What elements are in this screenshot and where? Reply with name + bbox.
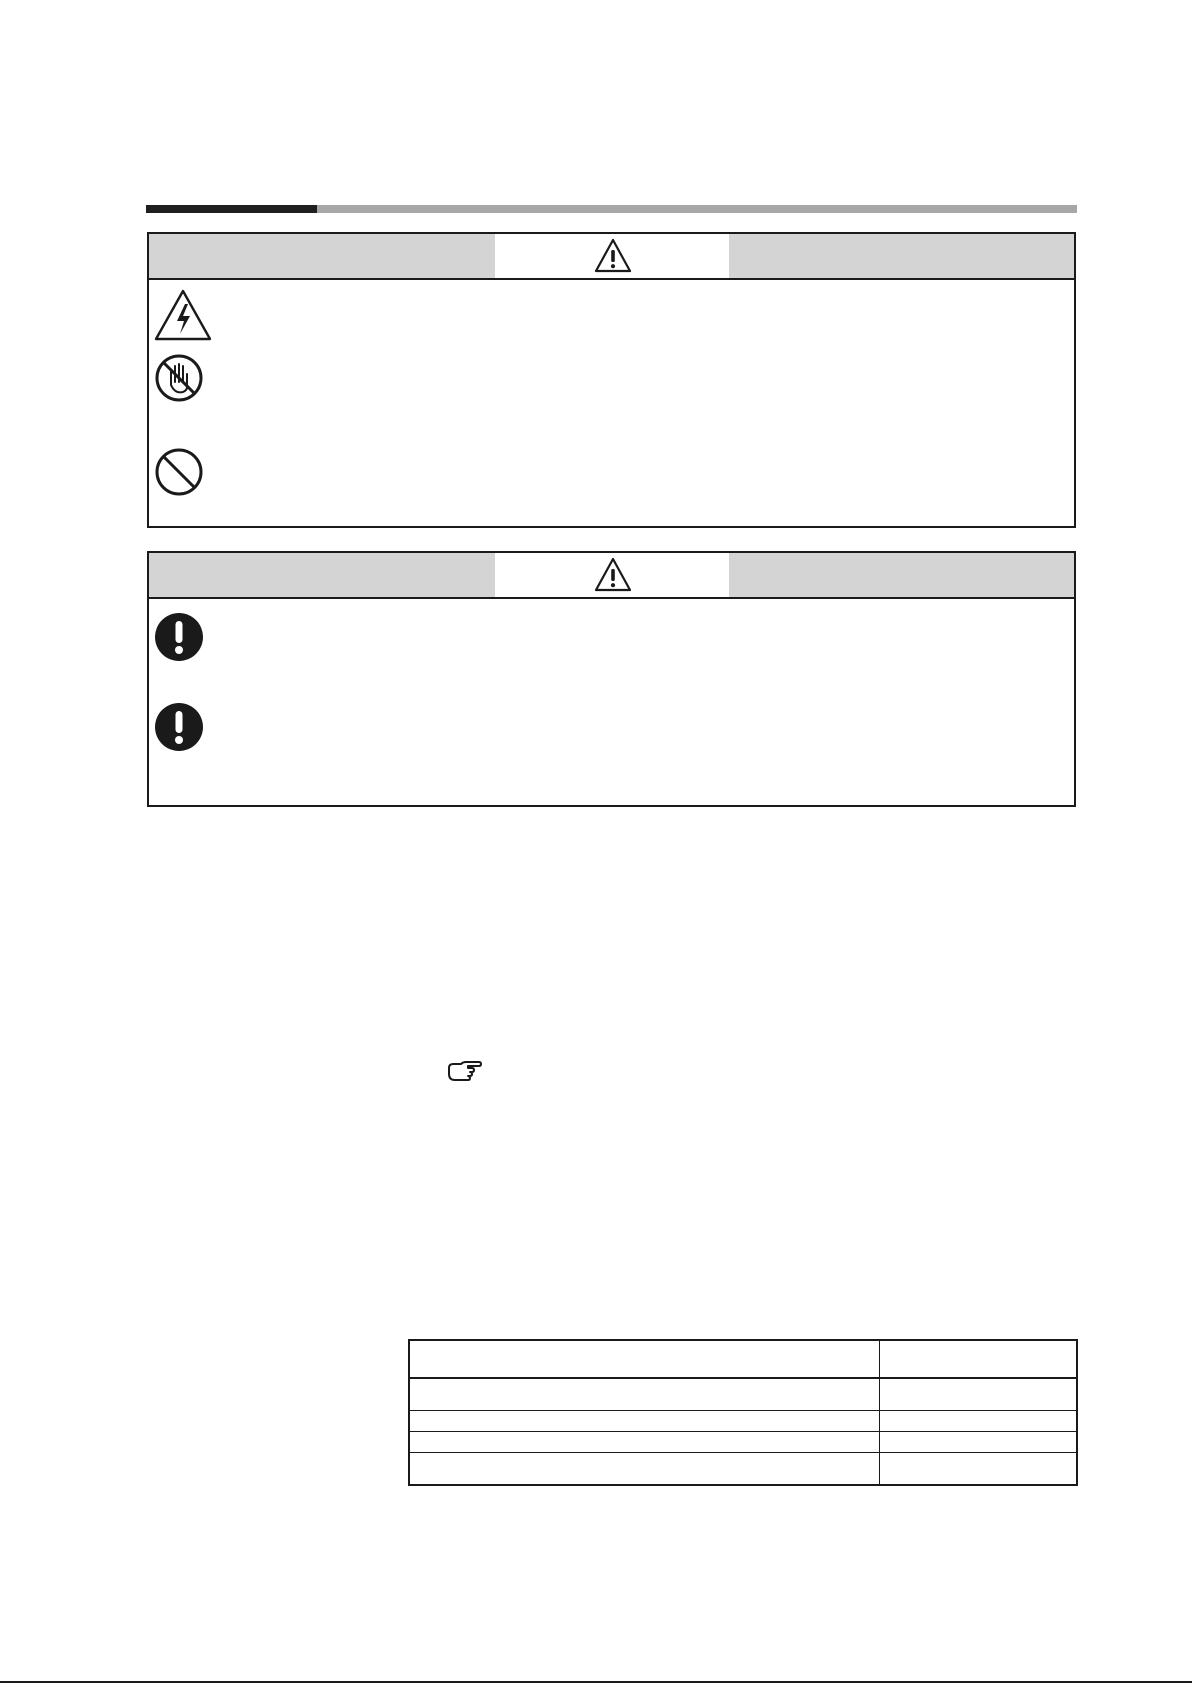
table-cell — [409, 1431, 880, 1452]
table-row — [409, 1378, 1077, 1410]
table-row — [409, 1410, 1077, 1431]
do-not-touch-icon — [153, 352, 205, 404]
table-cell — [880, 1378, 1078, 1410]
table-cell — [880, 1453, 1078, 1485]
warning-row-1 — [153, 611, 205, 663]
table-cell — [409, 1410, 880, 1431]
warning-row-1 — [153, 288, 213, 342]
spec-table — [408, 1339, 1078, 1486]
warning-box-upper — [147, 232, 1076, 528]
table-row — [409, 1453, 1077, 1485]
table-cell — [880, 1431, 1078, 1452]
table-cell — [409, 1378, 880, 1410]
spec-table-header-cell — [880, 1340, 1078, 1378]
prohibited-icon — [153, 446, 205, 498]
warning-box-header — [149, 553, 1074, 599]
warning-box-header — [149, 234, 1074, 280]
warning-row-2 — [153, 701, 205, 753]
warning-box-header-label — [495, 234, 729, 278]
pointing-hand-icon — [446, 1060, 482, 1084]
reference-pointer — [446, 1060, 482, 1089]
mandatory-action-icon — [153, 611, 205, 663]
section-title-rule — [146, 205, 1077, 213]
table-cell — [880, 1410, 1078, 1431]
mandatory-action-icon — [153, 701, 205, 753]
section-title-rule-accent — [146, 205, 317, 213]
page-footer-rule — [0, 1681, 1192, 1683]
warning-row-2 — [153, 352, 205, 404]
warning-box-lower — [147, 551, 1076, 807]
warning-row-3 — [153, 446, 205, 498]
warning-triangle-icon — [594, 238, 632, 274]
table-row — [409, 1431, 1077, 1452]
warning-triangle-icon — [594, 557, 632, 593]
spec-table-header-row — [409, 1340, 1077, 1378]
table-cell — [409, 1453, 880, 1485]
warning-box-header-label — [495, 553, 729, 597]
spec-table-header-cell — [409, 1340, 880, 1378]
electric-shock-icon — [153, 288, 213, 342]
